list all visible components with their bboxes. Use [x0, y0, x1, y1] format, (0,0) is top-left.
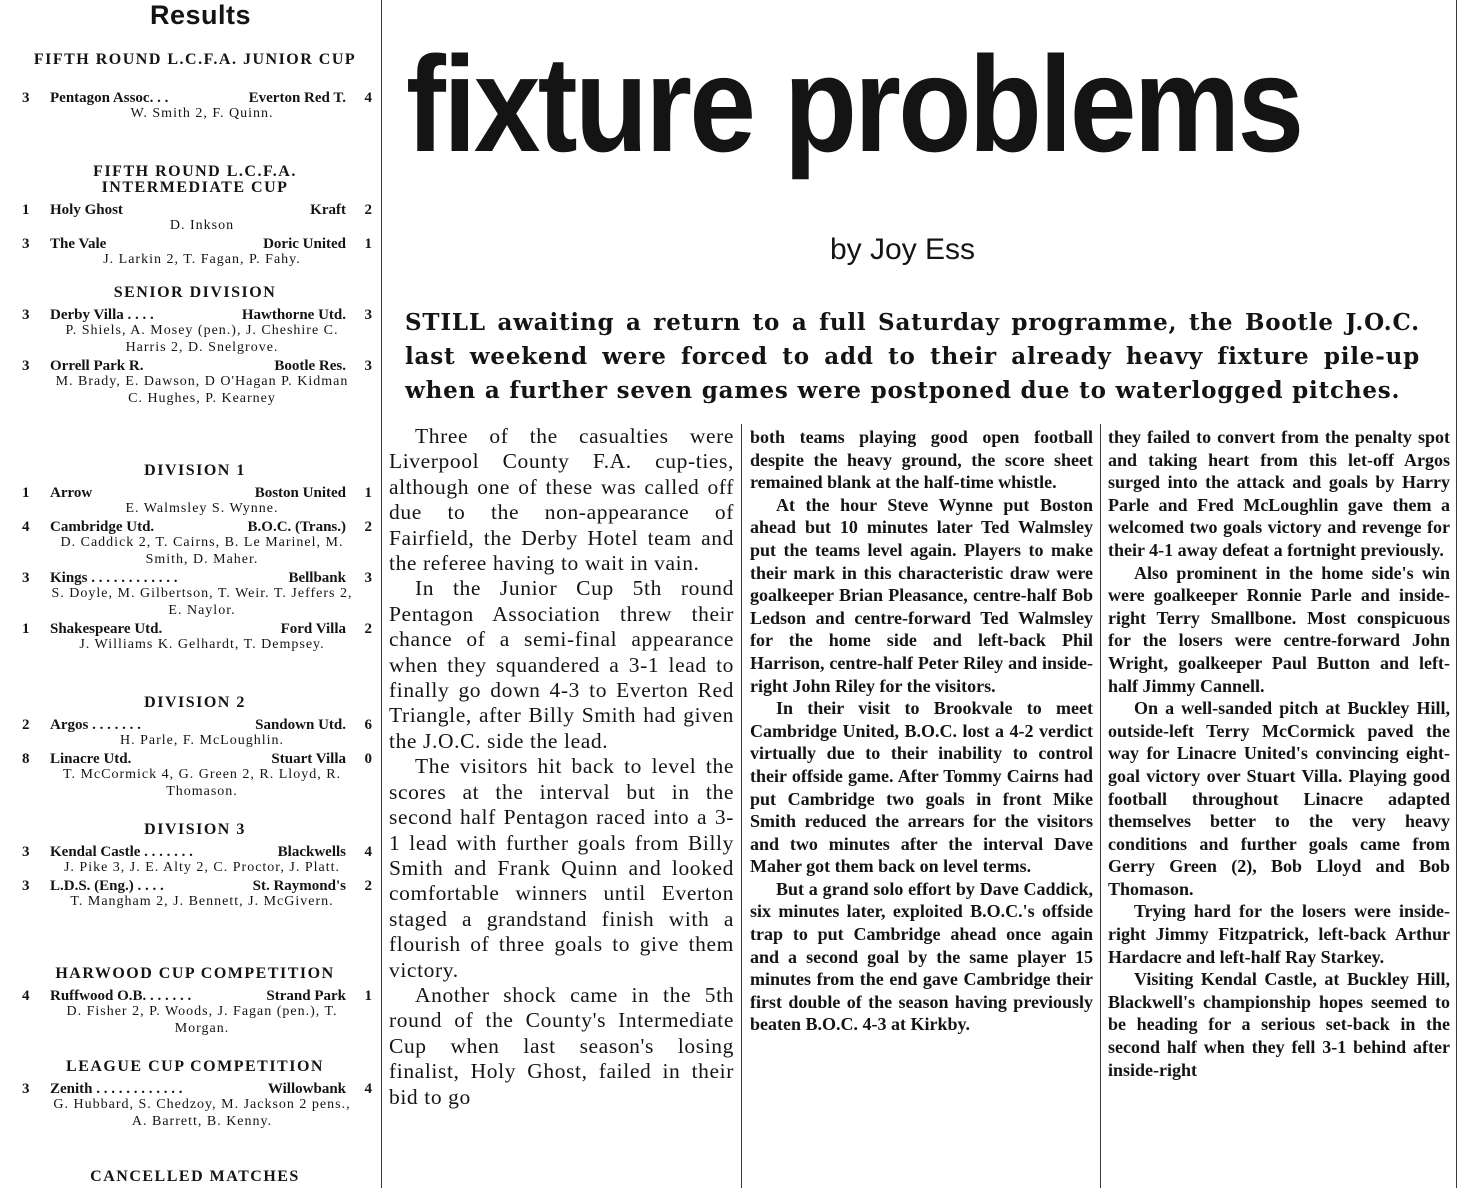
article-paragraph: Another shock came in the 5th round of the County's Intermediate Cup when last season's losing finalist, Holy Ghost, failed in their bid to go: [389, 982, 734, 1109]
home-team: L.D.S. (Eng.) . . . .: [50, 878, 164, 894]
results-section-heading: CANCELLED MATCHES: [90, 1168, 300, 1185]
home-team: Holy Ghost: [50, 202, 123, 218]
match-scorers: H. Parle, F. McLoughlin.: [119, 733, 285, 748]
results-section-heading: SENIOR DIVISION: [113, 284, 277, 301]
home-score: 3: [22, 570, 30, 586]
match-result-row: [0, 483, 380, 503]
away-score: 3: [364, 307, 372, 323]
results-section-heading: HARWOOD CUP COMPETITION: [55, 965, 335, 982]
article-paragraph: In the Junior Cup 5th round Pentagon Association threw their chance of a semi-final appearance when they squandered a 3-1 lead to finally go down 4-3 to Everton Red Triangle, after Billy Smith had given the J.O.C. side the lead.: [389, 576, 734, 753]
home-score: 3: [22, 844, 30, 860]
match-result-row: [0, 356, 380, 376]
results-section-matches: [0, 842, 380, 910]
results-section-heading: FIFTH ROUND L.C.F.A. INTERMEDIATE CUP: [93, 163, 297, 196]
match-scorers: M. Brady, E. Dawson, D O'Hagan P. Kidman C. Hughes, P. Kearney: [55, 374, 349, 406]
home-team: Argos . . . . . . .: [50, 717, 141, 733]
results-section-matches: [0, 305, 380, 407]
results-section-heading: FIFTH ROUND L.C.F.A. JUNIOR CUP: [33, 51, 357, 68]
article-column-1: [389, 424, 734, 1188]
results-column: [0, 0, 380, 1188]
match-scorers: D. Fisher 2, P. Woods, J. Fagan (pen.), T. Morgan.: [66, 1004, 338, 1036]
away-team: Willowbank: [267, 1081, 346, 1097]
match-result-row: [0, 1079, 380, 1099]
match-result-row: [0, 749, 380, 769]
home-score: 3: [22, 307, 30, 323]
home-score: 3: [22, 358, 30, 374]
results-section-matches: [0, 200, 380, 268]
column-divider-2: [1100, 424, 1101, 1188]
away-score: 3: [364, 570, 372, 586]
results-section-heading: DIVISION 1: [144, 462, 246, 479]
home-score: 3: [22, 236, 30, 252]
match-result-row: [0, 715, 380, 735]
away-score: 2: [364, 519, 372, 535]
article-paragraph: Three of the casualties were Liverpool County F.A. cup-ties, although one of these was called off due to the non-appearance of Fairfield, the Derby Hotel team and the referee having to wait in vain.: [389, 424, 734, 576]
away-score: 2: [364, 202, 372, 218]
match-scorers: J. Williams K. Gelhardt, T. Dempsey.: [79, 637, 325, 652]
away-team: Stuart Villa: [271, 751, 346, 767]
article-headline: fixture problems: [406, 28, 1302, 180]
home-score: 4: [22, 519, 30, 535]
results-column-divider: [381, 0, 382, 1188]
home-team: Linacre Utd.: [50, 751, 132, 767]
away-team: Boston United: [254, 485, 346, 501]
match-result-row: [0, 305, 380, 325]
results-section-heading: DIVISION 3: [144, 821, 246, 838]
article-column-3: [1108, 426, 1450, 1190]
match-scorers: G. Hubbard, S. Chedzoy, M. Jackson 2 pens., A. Barrett, B. Kenny.: [53, 1097, 351, 1129]
home-team: The Vale: [50, 236, 107, 252]
away-score: 2: [364, 621, 372, 637]
home-team: Kendal Castle . . . . . . .: [50, 844, 193, 860]
away-score: 1: [364, 485, 372, 501]
results-section-matches: [0, 483, 380, 653]
article-paragraph: At the hour Steve Wynne put Boston ahead but 10 minutes later Ted Walmsley put the teams level again. Players to make their mark in this characteristic draw were goalkeeper Brian Pleasance, centre-half Bob Ledson and centre-forward Ted Walmsley for the home side and left-back Phil Harrison, centre-half Peter Riley and inside-right John Riley for the visitors.: [750, 494, 1093, 696]
match-result-row: [0, 986, 380, 1006]
match-scorers: T. Mangham 2, J. Bennett, J. McGivern.: [70, 894, 334, 909]
away-team: Blackwells: [277, 844, 346, 860]
match-scorers: D. Caddick 2, T. Cairns, B. Le Marinel, M. Smith, D. Maher.: [60, 535, 344, 567]
home-team: Pentagon Assoc. . .: [50, 90, 169, 106]
article-paragraph: Also prominent in the home side's win were goalkeeper Ronnie Parle and inside-right Terry Smallbone. Most conspicuous for the losers were centre-forward John Wright, goalkeeper Paul Button and left-half Jimmy Cannell.: [1108, 562, 1450, 696]
article-paragraph: Visiting Kendal Castle, at Buckley Hill, Blackwell's championship hopes seemed to be heading for a serious set-back in the second half when they fell 3-1 behind after inside-right: [1108, 969, 1450, 1080]
home-team: Ruffwood O.B. . . . . . .: [50, 988, 192, 1004]
home-score: 1: [22, 485, 30, 501]
match-result-row: [0, 842, 380, 862]
article-paragraph: In their visit to Brookvale to meet Cambridge United, B.O.C. lost a 4-2 verdict virtually due to their inability to control their offside game. After Tommy Cairns had put Cambridge two goals in front Mike Smith reduced the arrears for the visitors and two minutes after the interval Dave Maher got them back on level terms.: [750, 698, 1093, 877]
away-team: Bellbank: [288, 570, 346, 586]
away-team: Hawthorne Utd.: [241, 307, 346, 323]
article-byline: by Joy Ess: [830, 233, 976, 266]
home-team: Cambridge Utd.: [50, 519, 155, 535]
away-team: Ford Villa: [280, 621, 346, 637]
match-scorers: P. Shiels, A. Mosey (pen.), J. Cheshire C. Harris 2, D. Snelgrove.: [65, 323, 339, 355]
article-paragraph: But a grand solo effort by Dave Caddick, six minutes later, exploited B.O.C.'s offside trap to put Cambridge ahead once again and a second goal by the same player 15 minutes from the end gave Cambridge their first double of the season having previously beaten B.O.C. 4-3 at Kirkby.: [750, 878, 1093, 1035]
results-title: Results: [150, 0, 252, 30]
match-scorers: T. McCormick 4, G. Green 2, R. Lloyd, R. Thomason.: [62, 767, 342, 799]
home-team: Shakespeare Utd.: [50, 621, 163, 637]
match-scorers: J. Pike 3, J. E. Alty 2, C. Proctor, J. Platt.: [63, 860, 341, 875]
home-score: 3: [22, 90, 30, 106]
away-team: Kraft: [310, 202, 346, 218]
away-score: 4: [364, 844, 372, 860]
match-result-row: [0, 517, 380, 537]
home-team: Arrow: [50, 485, 93, 501]
column-divider-1: [741, 424, 742, 1188]
away-team: St. Raymond's: [252, 878, 346, 894]
match-result-row: [0, 88, 380, 108]
home-team: Kings . . . . . . . . . . . .: [50, 570, 178, 586]
away-team: Bootle Res.: [274, 358, 346, 374]
article-paragraph: they failed to convert from the penalty spot and taking heart from this let-off Argos surged into the attack and goals by Harry Parle and Fred McLoughlin gave them a welcomed two goals victory and revenge for their 4-1 away defeat a fortnight previously.: [1108, 427, 1450, 560]
away-score: 4: [364, 1081, 372, 1097]
home-score: 8: [22, 751, 30, 767]
article-paragraph: On a well-sanded pitch at Buckley Hill, outside-left Terry McCormick paved the way for Linacre United's convincing eight-goal victory over Stuart Villa. Playing good football throughout Linacre adapted themselves better to the very heavy conditions and further goals came from Gerry Green (2), Bob Lloyd and Bob Thomason.: [1108, 698, 1450, 899]
home-score: 2: [22, 717, 30, 733]
away-score: 1: [364, 236, 372, 252]
article-lead-paragraph: STILL awaiting a return to a full Saturday programme, the Bootle J.O.C. last weekend were forced to add to their already heavy fixture pile-up when a further seven games were postponed due to waterlogged pitches.: [405, 309, 1420, 404]
results-section-matches: [0, 715, 380, 800]
results-section-heading: LEAGUE CUP COMPETITION: [66, 1058, 324, 1075]
away-team: Sandown Utd.: [255, 717, 346, 733]
results-section-matches: [0, 88, 380, 122]
match-scorers: E. Walmsley S. Wynne.: [125, 501, 279, 516]
home-team: Derby Villa . . . .: [50, 307, 154, 323]
article-paragraph: The visitors hit back to level the scores at the interval but in the second half Pentagon raced into a 3-1 lead with further goals from Billy Smith and Frank Quinn and looked comfortable winners until Everton staged a grandstand finish with a flourish of three goals to give them victory.: [389, 754, 734, 982]
home-score: 1: [22, 621, 30, 637]
results-section-matches: [0, 1079, 380, 1130]
home-score: 1: [22, 202, 30, 218]
page-right-border: [1456, 0, 1457, 1188]
home-score: 3: [22, 878, 30, 894]
match-scorers: W. Smith 2, F. Quinn.: [130, 106, 274, 121]
home-score: 3: [22, 1081, 30, 1097]
away-team: Doric United: [263, 236, 346, 252]
match-result-row: [0, 568, 380, 588]
away-team: B.O.C. (Trans.): [247, 519, 346, 535]
away-score: 6: [364, 717, 372, 733]
home-team: Orrell Park R.: [50, 358, 144, 374]
away-score: 3: [364, 358, 372, 374]
match-result-row: [0, 876, 380, 896]
away-score: 2: [364, 878, 372, 894]
away-team: Strand Park: [266, 988, 346, 1004]
article-column-2: [750, 426, 1093, 1190]
match-scorers: D. Inkson: [169, 218, 235, 233]
home-score: 4: [22, 988, 30, 1004]
match-scorers: S. Doyle, M. Gilbertson, T. Weir. T. Jeffers 2, E. Naylor.: [51, 586, 353, 618]
match-scorers: J. Larkin 2, T. Fagan, P. Fahy.: [103, 252, 301, 267]
match-result-row: [0, 200, 380, 220]
away-score: 4: [364, 90, 372, 106]
match-result-row: [0, 619, 380, 639]
results-section-matches: [0, 986, 380, 1037]
results-section-heading: DIVISION 2: [144, 694, 246, 711]
home-team: Zenith . . . . . . . . . . . .: [50, 1081, 183, 1097]
match-result-row: [0, 234, 380, 254]
away-team: Everton Red T.: [248, 90, 346, 106]
away-score: 1: [364, 988, 372, 1004]
article-paragraph: both teams playing good open football despite the heavy ground, the score sheet remained blank at the half-time whistle.: [750, 427, 1093, 493]
article-paragraph: Trying hard for the losers were inside-right Jimmy Fitzpatrick, left-back Arthur Hardacre and left-half Ray Starkey.: [1108, 901, 1450, 967]
away-score: 0: [364, 751, 372, 767]
